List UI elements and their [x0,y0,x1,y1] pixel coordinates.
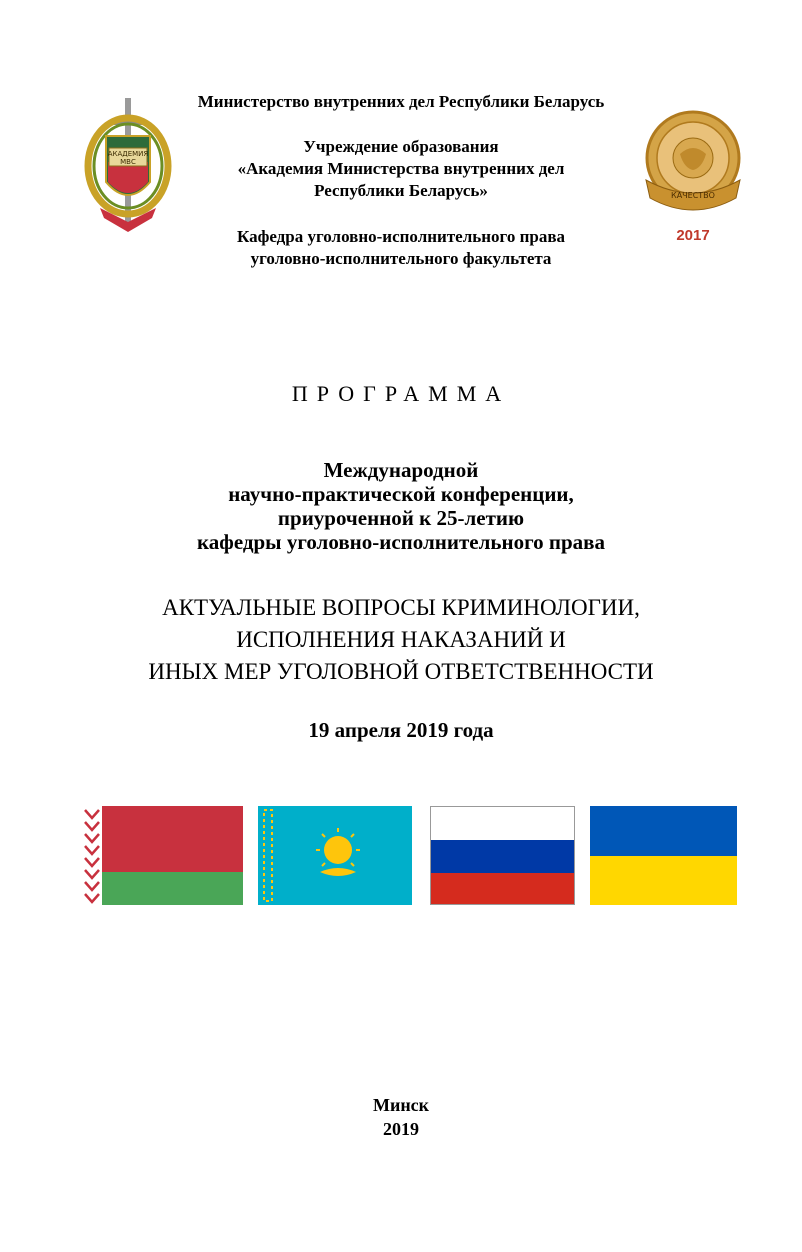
svg-text:КАЧЕСТВО: КАЧЕСТВО [671,191,715,200]
conference-description [0,458,802,554]
conference-date: 19 апреля 2019 года [308,718,494,742]
institution-line: Учреждение образования [303,137,499,156]
ukraine-flag-icon [590,806,737,905]
kazakhstan-flag-icon [258,806,412,905]
conference-line: Международной [323,458,479,482]
department-name [0,226,802,270]
belarus-flag-icon [82,806,243,905]
ministry-name: Министерство внутренних дел Республики Беларусь [197,92,605,111]
document-title: ПРОГРАММА [291,381,511,406]
svg-text:2017: 2017 [676,227,710,244]
topic-line: ИНЫХ МЕР УГОЛОВНОЙ ОТВЕТСТВЕННОСТИ [148,659,654,684]
publication-footer [0,1093,802,1141]
conference-line: кафедры уголовно-исполнительного права [197,530,605,554]
department-line: уголовно-исполнительного факультета [250,249,552,268]
svg-text:МВС: МВС [120,158,136,166]
conference-topic [0,592,802,688]
topic-line: ИСПОЛНЕНИЯ НАКАЗАНИЙ И [236,627,566,652]
topic-line: АКТУАЛЬНЫЕ ВОПРОСЫ КРИМИНОЛОГИИ, [162,595,640,620]
institution-line: Республики Беларусь» [314,181,488,200]
institution-line: «Академия Министерства внутренних дел [237,159,565,178]
svg-text:АКАДЕМИЯ: АКАДЕМИЯ [107,150,149,158]
institution-name [0,136,802,202]
conference-line: научно-практической конференции, [228,482,574,506]
russia-flag-icon [430,806,575,905]
publication-year: 2019 [383,1119,419,1139]
department-line: Кафедра уголовно-исполнительного права [236,227,566,246]
publication-city: Минск [372,1095,430,1115]
conference-line: приуроченной к 25-летию [277,506,525,530]
